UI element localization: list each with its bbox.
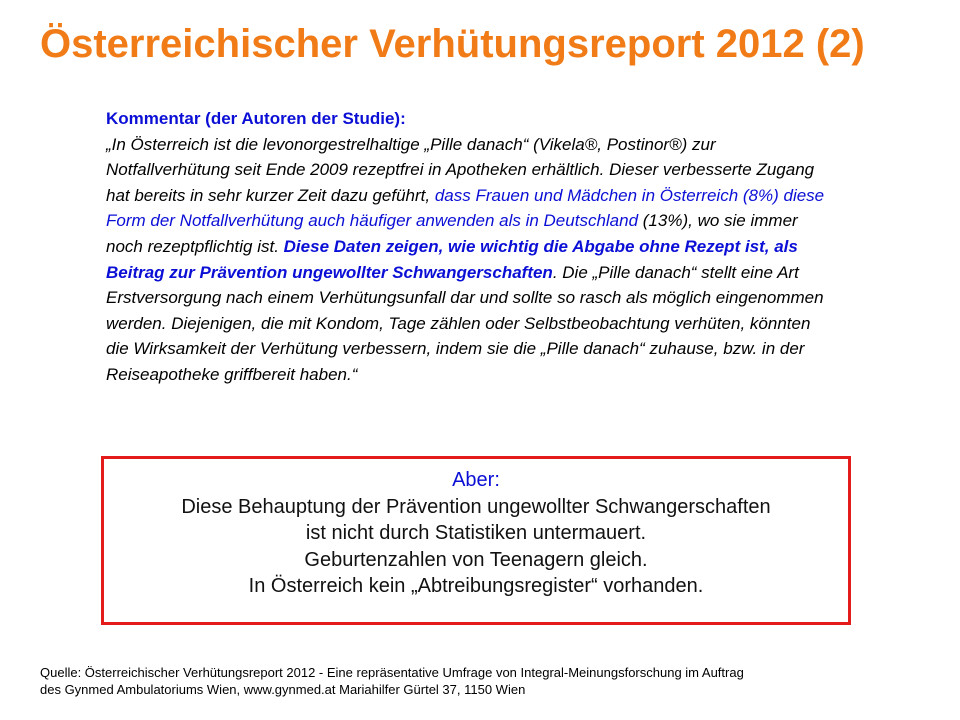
source-line-2: des Gynmed Ambulatoriums Wien, www.gynmed.at Mariahilfer Gürtel 37, 1150 Wien	[40, 682, 526, 697]
comment-quote	[106, 132, 834, 388]
objection-box	[101, 456, 851, 625]
quote-highlight-bold: Diese Daten zeigen, wie wichtig die Abgabe ohne Rezept ist, als Beitrag zur Prävention ungewollter Schwangerschaften	[106, 236, 798, 282]
source-line-1: Quelle: Österreichischer Verhütungsreport 2012 - Eine repräsentative Umfrage von Integral-Meinungsforschung im Auftrag	[40, 665, 744, 680]
slide-title: Österreichischer Verhütungsreport 2012 (2)	[40, 22, 865, 66]
source-citation	[40, 664, 930, 698]
quote-text-part1: „In Österreich ist die levonorgestrelhaltige „Pille danach“ (Vikela®, Postinor®) zur Notfallverhütung seit Ende 2009 rezeptfrei in Apotheken erhältlich. Dieser verbesserte Zugang hat bereits in sehr kurzer Zeit dazu geführt,	[106, 134, 815, 205]
objection-line: ist nicht durch Statistiken untermauert.	[305, 522, 647, 544]
objection-heading: Aber:	[452, 469, 500, 491]
quote-highlight-blue: dass Frauen und Mädchen in Österreich (8%) diese Form der Notfallverhütung auch häufiger anwenden als in Deutschland	[106, 185, 825, 231]
quote-text-part2: (13%), wo sie immer noch rezeptpflichtig ist.	[106, 211, 798, 256]
objection-line: Geburtenzahlen von Teenagern gleich.	[304, 548, 648, 571]
objection-line: Diese Behauptung der Prävention ungewollter Schwangerschaften	[181, 495, 771, 518]
quote-text-part3: . Die „Pille danach“ stellt eine Art Erstversorgung nach einem Verhütungsunfall dar und sollte so rasch als möglich eingenommen werden. Diejenigen, die mit Kondom, Tage zählen oder Selbstbeobachtung verhüten, könnten die Wirksamkeit der Verhütung verbessern, indem sie die „Pille danach“ zuhause, bzw. in der Reiseapotheke griffbereit haben.“	[106, 262, 824, 384]
comment-heading: Kommentar (der Autoren der Studie):	[106, 109, 406, 128]
comment-section	[106, 106, 834, 388]
objection-line: In Österreich kein „Abtreibungsregister“ vorhanden.	[248, 575, 704, 597]
